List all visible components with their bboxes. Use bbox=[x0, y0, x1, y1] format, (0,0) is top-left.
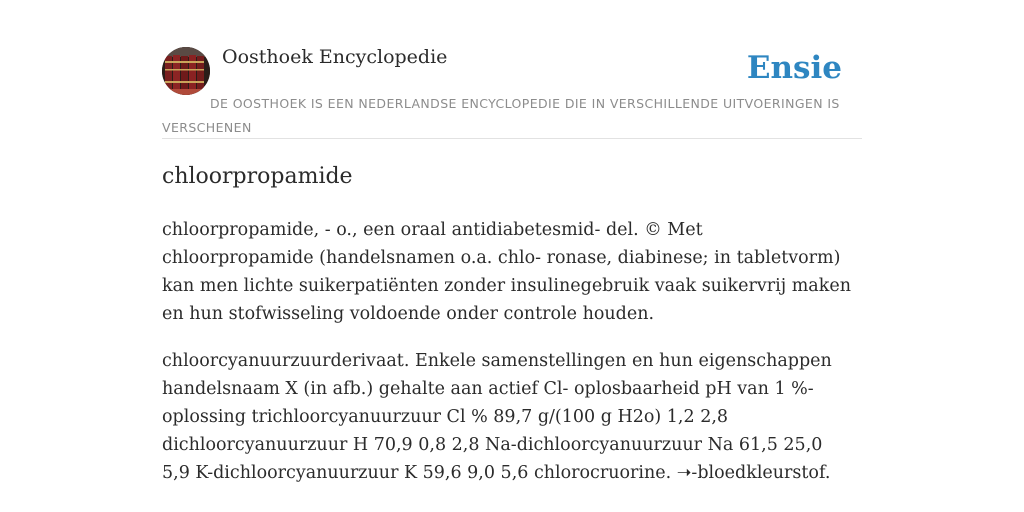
entry-card bbox=[162, 40, 862, 483]
entry-paragraph: chloorpropamide, - o., een oraal antidiabetesmid- del. © Met chloorpropamide (handelsnamen o.a. chlo- ronase, diabinese; in tabletvorm) kan men lichte suikerpatiënten zonder insulinegebruik vaak suikervrij maken en hun stofwisseling voldoende onder controle houden. bbox=[162, 220, 851, 324]
entry-title: chloorpropamide bbox=[162, 164, 353, 189]
site-name[interactable]: Oosthoek Encyclopedie bbox=[222, 46, 448, 68]
site-header bbox=[162, 40, 862, 139]
entry-paragraph: chloorcyanuurzuurderivaat. Enkele samenstellingen en hun eigenschappen handelsnaam X (in afb.) gehalte aan actief Cl- oplosbaarheid pH van 1 %-oplossing trichloorcyanuurzuur Cl % 89,7 g/(100 g H2o) 1,2 2,8 dichloorcyanuurzuur H 70,9 0,8 2,8 Na-dichloorcyanuurzuur Na 61,5 25,0 5,9 K-dichloorcyanuurzuur K 59,6 9,0 5,6 chlorocruorine. ➝-bloedkleurstof. bbox=[162, 351, 832, 483]
encyclopedia-books-icon[interactable] bbox=[162, 47, 210, 95]
site-tagline: DE OOSTHOEK IS EEN NEDERLANDSE ENCYCLOPEDIE DIE IN VERSCHILLENDE UITVOERINGEN IS VERSCHENEN bbox=[162, 96, 840, 135]
brand-logo[interactable]: Ensie bbox=[746, 50, 842, 86]
